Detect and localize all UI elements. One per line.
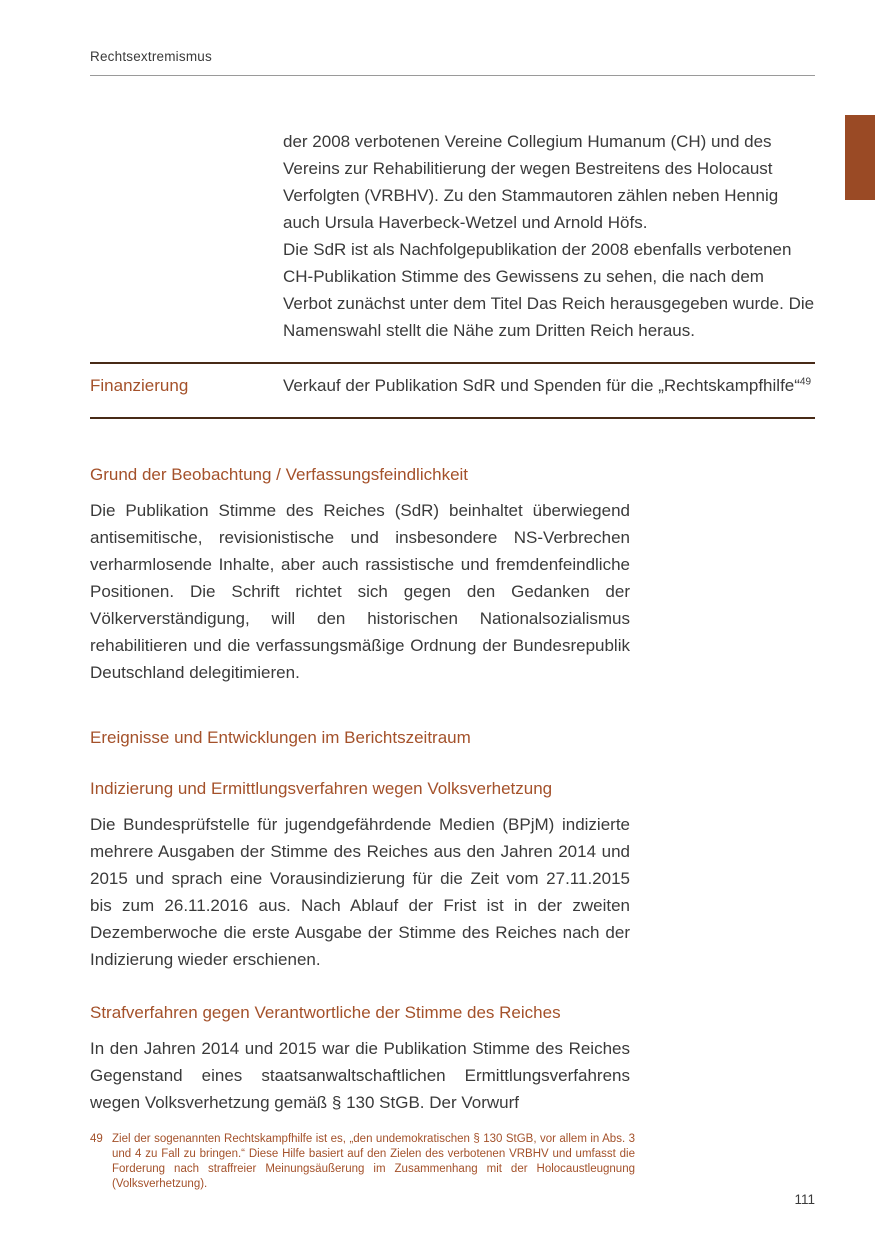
section-strafverfahren: [90, 999, 630, 1116]
chapter-edge-tab: [845, 115, 875, 200]
section-ereignisse: [90, 724, 630, 751]
continuation-paragraph-1: der 2008 verbotenen Vereine Collegium Humanum (CH) und des Vereins zur Rehabilitierung der wegen Bestreitens des Holocaust Verfolgten (VRBHV). Zu den Stammautoren zählen neben Hennig auch Ursula Haverbeck-Wetzel und Arnold Höfs.: [283, 132, 779, 232]
section-heading: Strafverfahren gegen Verantwortliche der Stimme des Reiches: [90, 1003, 561, 1022]
profile-table: [90, 120, 815, 419]
section-heading: Grund der Beobachtung / Verfassungsfeindlichkeit: [90, 465, 469, 484]
finanzierung-row-label: Finanzierung: [90, 376, 189, 395]
footnote-text: Ziel der sogenannten Rechtskampfhilfe ist es, „den undemokratischen § 130 StGB, vor allem in Abs. 3 und 4 zu Fall zu bringen.“ Diese Hilfe basiert auf den Zielen des verbotenen VRBHV und umfasst die Forderung nach straffreier Meinungsäußerung im Zusammenhang mit der Holocaustleugnung (Volksverhetzung).: [112, 1133, 635, 1190]
table-continuation-text: [283, 120, 815, 353]
body-paragraph: In den Jahren 2014 und 2015 war die Publikation Stimme des Reiches Gegenstand eines staatsanwaltschaftlichen Ermittlungsverfahrens wegen Volksverhetzung gemäß § 130 StGB. Der Vorwurf: [90, 1039, 630, 1112]
finanzierung-value-text: [283, 372, 815, 399]
footnote-reference: 49: [799, 376, 812, 388]
body-paragraph: Die Bundesprüfstelle für jugendgefährdende Medien (BPjM) indizierte mehrere Ausgaben der Stimme des Reiches aus den Jahren 2014 und 2015 und sprach eine Vorausindizierung für die Zeit vom 27.11.2015 bis zum 26.11.2016 aus. Nach Ablauf der Frist ist in der zweiten Dezemberwoche die erste Ausgabe der Stimme des Reiches nach der Indizierung wieder erschienen.: [90, 815, 630, 969]
page-number: 111: [794, 1192, 815, 1207]
section-indizierung: [90, 775, 630, 973]
table-rule-bottom: [90, 417, 815, 419]
table-continuation-row: [90, 120, 815, 353]
main-text-column: [90, 461, 635, 1192]
section-grund-der-beobachtung: [90, 461, 630, 686]
finanzierung-value-span: Verkauf der Publikation SdR und Spenden für die „Rechtskampfhilfe“: [283, 376, 800, 395]
continuation-paragraph-2: Die SdR ist als Nachfolgepublikation der 2008 ebenfalls verbotenen CH-Publikation Stimme des Gewissens zu sehen, die nach dem Verbot zunächst unter dem Titel Das Reich herausgegeben wurde. Die Namenswahl stellt die Nähe zum Dritten Reich heraus.: [283, 240, 815, 340]
footnote: [90, 1132, 635, 1192]
section-heading: Ereignisse und Entwicklungen im Berichtszeitraum: [90, 728, 471, 747]
section-heading: Indizierung und Ermittlungsverfahren wegen Volksverhetzung: [90, 779, 553, 798]
footnote-number: 49: [90, 1133, 103, 1145]
table-row-label-empty: [90, 120, 283, 353]
running-header-title: Rechtsextremismus: [90, 49, 212, 64]
body-paragraph: Die Publikation Stimme des Reiches (SdR) beinhaltet überwiegend antisemitische, revisionistische und insbesondere NS-Verbrechen verharmlosende Inhalte, aber auch rassistische und fremdenfeindliche Positionen. Die Schrift richtet sich gegen den Gedanken der Völkerverständigung, will den historischen Nationalsozialismus rehabilitieren und die verfassungsmäßige Ordnung der Bundesrepublik Deutschland delegitimieren.: [90, 501, 630, 682]
finanzierung-row: [90, 364, 815, 408]
running-header: [90, 0, 815, 76]
content-area: [90, 0, 815, 1192]
finanzierung-row-value: [283, 364, 815, 408]
